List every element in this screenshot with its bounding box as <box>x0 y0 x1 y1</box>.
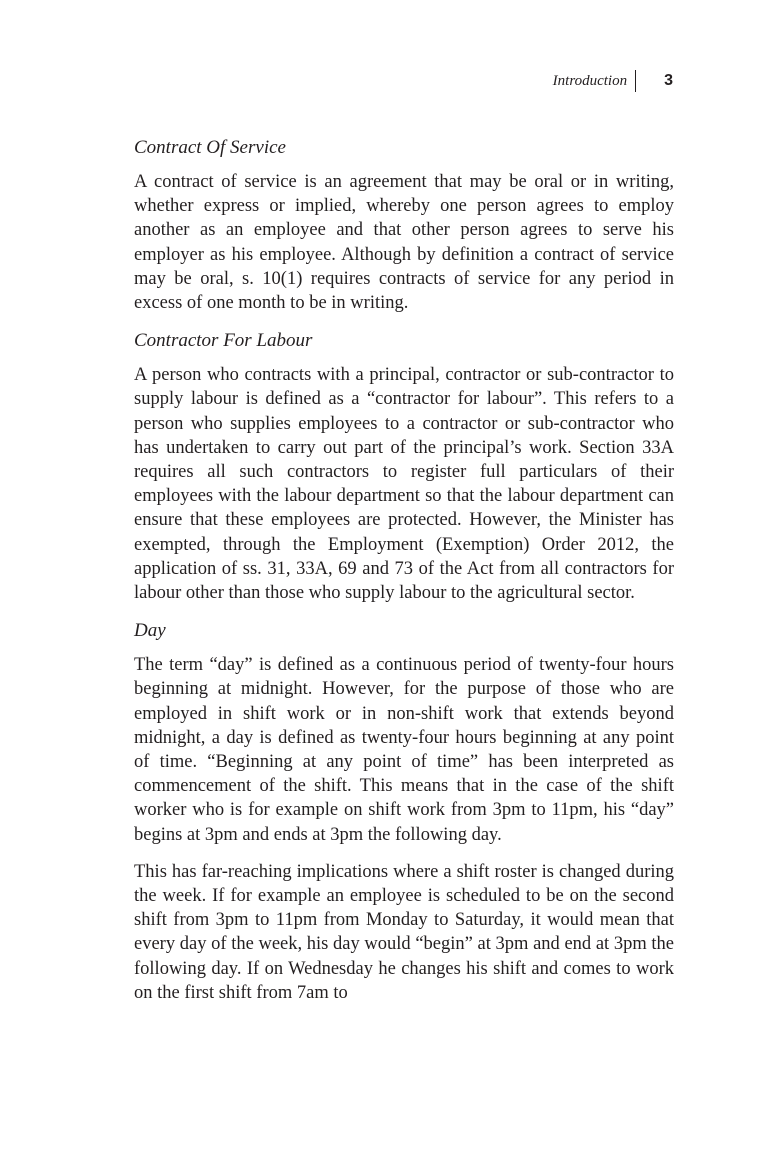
running-head-title: Introduction <box>553 70 636 92</box>
section-contractor-for-labour <box>134 329 674 605</box>
section-contract-of-service <box>134 136 674 315</box>
page-number: 3 <box>664 72 673 89</box>
paragraph: A person who contracts with a principal, contractor or sub-contractor to supply labour is defined as a “contractor for labour”. This refers to a person who supplies employees to a contractor or sub-contractor who has undertaken to carry out part of the principal’s work. Section 33A requires all such contractors to register full particulars of their employees with the labour department so that the labour department can ensure that these employees are protected. However, the Minister has exempted, through the Employment (Exemption) Order 2012, the application of ss. 31, 33A, 69 and 73 of the Act from all contractors for labour other than those who supply labour to the agricultural sector. <box>134 365 674 604</box>
paragraph: The term “day” is defined as a continuous period of twenty-four hours beginning at midnight. However, for the purpose of those who are employed in shift work or in non-shift work that extends beyond midnight, a day is defined as twenty-four hours beginning at any point of time. “Beginning at any point of time” has been interpreted as commencement of the shift. This means that in the case of the shift worker who is for example on shift work from 3pm to 11pm, his “day” begins at 3pm and ends at 3pm the following day. <box>134 655 674 845</box>
running-head <box>553 70 673 92</box>
section-heading: Contractor For Labour <box>134 330 313 352</box>
section-day <box>134 619 674 1005</box>
paragraph: This has far-reaching implications where a shift roster is changed during the week. If for example an employee is scheduled to be on the second shift from 3pm to 11pm from Monday to Saturday, it would mean that every day of the week, his day would “begin” at 3pm and end at 3pm the following day. If on Wednesday he changes his shift and comes to work on the first shift from 7am to <box>134 861 674 1003</box>
section-heading: Contract Of Service <box>134 137 286 158</box>
page-content <box>134 136 674 1019</box>
paragraph: A contract of service is an agreement that may be oral or in writing, whether express or implied, whereby one person agrees to employ another as an employee and that other person agrees to serve his employer as his employee. Although by definition a contract of service may be oral, s. 10(1) requires contracts of service for any period in excess of one month to be in writing. <box>134 172 674 314</box>
section-heading: Day <box>134 620 166 642</box>
